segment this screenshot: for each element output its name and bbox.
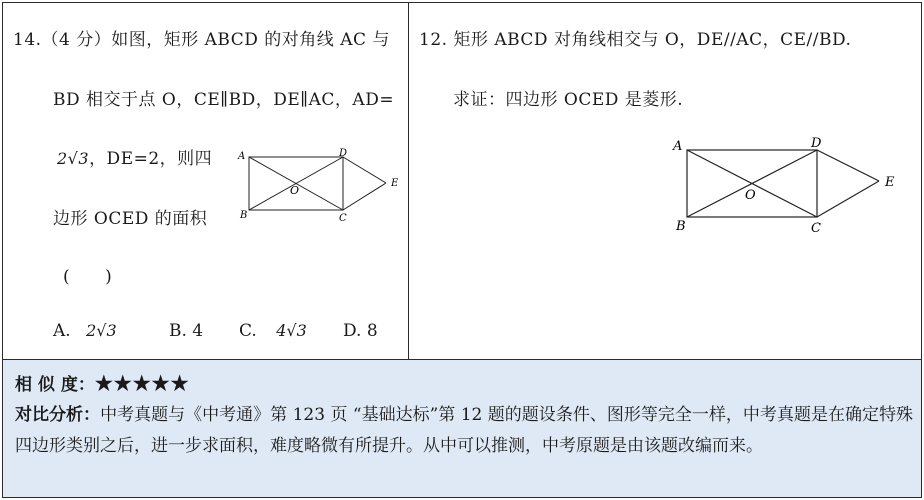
q14-label-o: O (290, 184, 300, 197)
q14-label-a: A (238, 151, 246, 162)
q12-figure (667, 131, 907, 241)
q12-segment-de (817, 150, 879, 181)
q14-option-c-value: 4√3 (276, 321, 307, 340)
q14-label-c: C (339, 213, 347, 224)
q14-line-2: BD 相交于点 O，CE∥BD，DE∥AC，AD= (53, 90, 395, 110)
q12-label-a: A (673, 139, 683, 154)
similarity-stars: ★★★★★ (94, 371, 190, 395)
q12-label-d: D (811, 136, 822, 151)
comparison-label: 对比分析： (15, 405, 101, 425)
question-14-cell (3, 3, 409, 359)
q14-label-b: B (240, 210, 248, 221)
q12-label-o: O (745, 188, 756, 203)
q14-figure (231, 143, 411, 227)
question-12-cell (409, 3, 921, 359)
q12-label-c: C (811, 221, 821, 236)
comparison-analysis (15, 400, 913, 462)
q12-label-e: E (885, 175, 895, 190)
q14-option-c-label: C. (239, 321, 257, 341)
q14-option-a-value: 2√3 (86, 321, 117, 340)
q14-segment-ce (343, 183, 386, 210)
analysis-cell (3, 359, 921, 497)
q14-ad-value: 2√3 (57, 149, 90, 168)
comparison-table (2, 2, 922, 498)
q14-option-a (53, 321, 117, 341)
q14-option-d: D. 8 (343, 321, 378, 341)
q12-label-b: B (676, 219, 686, 234)
q12-segment-ce (817, 181, 879, 217)
q14-label-e: E (391, 178, 399, 189)
similarity-label: 相 似 度： (15, 375, 95, 395)
q14-option-c (239, 321, 307, 341)
q14-label-d: D (339, 148, 348, 159)
similarity-row (15, 370, 190, 395)
q12-line-2: 求证：四边形 OCED 是菱形. (453, 90, 684, 110)
comparison-text: 中考真题与《中考通》第 123 页 “基础达标”第 12 题的题设条件、图形等完全一样，中考真题是在确定特殊四边形类别之后，进一步求面积，难度略微有所提升。从中可以推测，中考原题是由该题改编而来。 (15, 405, 914, 456)
q12-line-1: 12. 矩形 ABCD 对角线相交与 O，DE//AC，CE//BD. (419, 30, 852, 50)
q14-line-3 (57, 144, 212, 169)
q14-option-b: B. 4 (169, 321, 204, 341)
q14-line-1: 14.（4 分）如图，矩形 ABCD 的对角线 AC 与 (13, 30, 390, 50)
q14-line-3-rest: ，DE=2，则四 (89, 149, 213, 169)
q14-segment-de (343, 157, 386, 183)
q14-line-4: 边形 OCED 的面积 (53, 209, 208, 229)
q14-option-a-label: A. (53, 321, 71, 341)
q14-line-5: ( ) (63, 267, 113, 287)
